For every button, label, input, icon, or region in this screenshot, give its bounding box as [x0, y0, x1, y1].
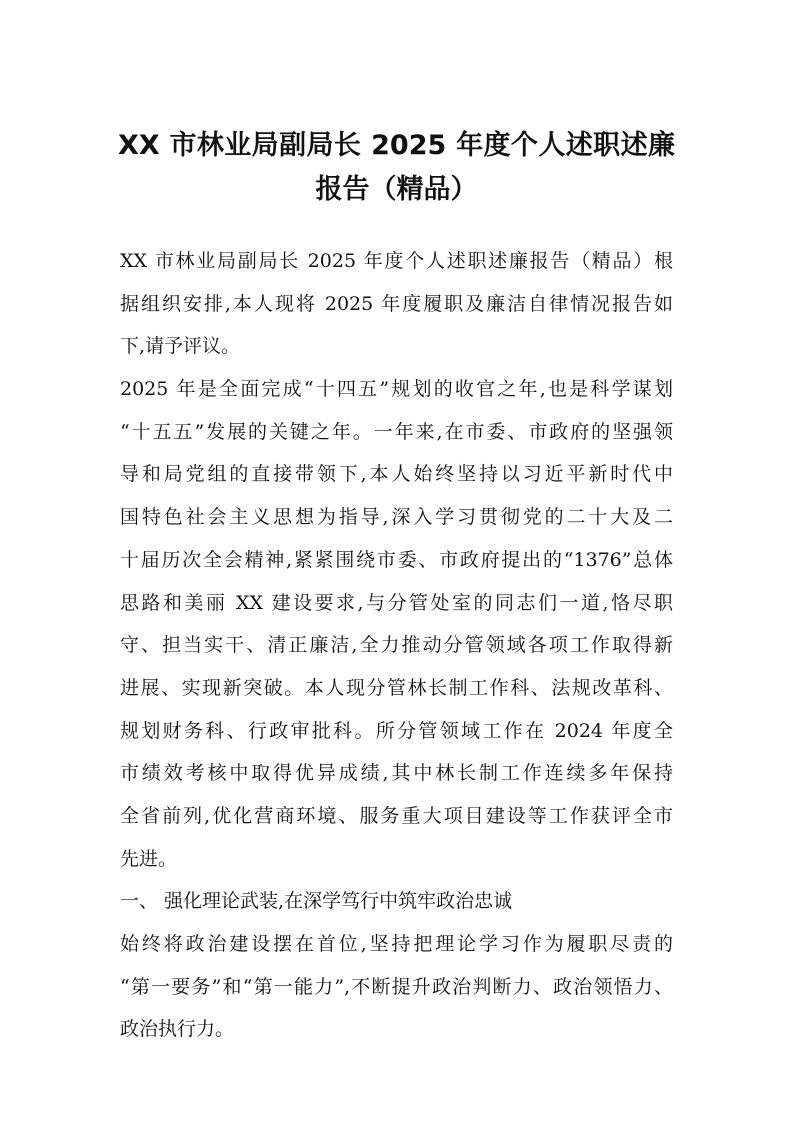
body-text-line: “十五五”发展的关键之年。一年来,在市委、市政府的坚强领 — [120, 420, 673, 443]
body-text-line: 十届历次全会精神,紧紧围绕市委、市政府提出的“1376”总体 — [120, 548, 673, 571]
document-body — [120, 240, 673, 1051]
body-text-line: 规划财务科、行政审批科。所分管领域工作在 2024 年度全 — [120, 719, 673, 742]
body-text-line: 下,请予评议。 — [120, 335, 241, 358]
body-text-line: 守、担当实干、清正廉洁,全力推动分管领域各项工作取得新 — [120, 634, 673, 657]
body-text-line: 市绩效考核中取得优异成绩,其中林长制工作连续多年保持 — [120, 762, 673, 785]
document-title-line-1: XX 市林业局副局长 2025 年度个人述职述廉 — [118, 130, 675, 161]
body-text-line: 始终将政治建设摆在首位,坚持把理论学习作为履职尽责的 — [120, 933, 673, 955]
body-text-line: 一、 强化理论武装,在深学笃行中筑牢政治忠诚 — [120, 890, 513, 913]
body-text-line: 先进。 — [120, 847, 178, 870]
body-text-line: 思路和美丽 XX 建设要求,与分管处室的同志们一道,恪尽职 — [120, 591, 673, 614]
body-text-line: XX 市林业局副局长 2025 年度个人述职述廉报告（精品）根 — [120, 250, 673, 272]
body-text-line: 国特色社会主义思想为指导,深入学习贯彻党的二十大及二 — [120, 506, 673, 529]
body-text-line: 据组织安排,本人现将 2025 年度履职及廉洁自律情况报告如 — [120, 292, 673, 315]
body-text-line: 政治执行力。 — [120, 1018, 235, 1041]
document-title-line-2: 报告（精品） — [315, 174, 478, 205]
body-text-line: 进展、实现新突破。本人现分管林长制工作科、法规改革科、 — [120, 676, 673, 699]
body-text-line: 全省前列,优化营商环境、服务重大项目建设等工作获评全市 — [120, 804, 673, 827]
body-text-line: “第一要务”和“第一能力”,不断提升政治判断力、政治领悟力、 — [120, 975, 673, 998]
body-text-line: 2025 年是全面完成“十四五”规划的收官之年,也是科学谋划 — [120, 378, 673, 401]
body-text-line: 导和局党组的直接带领下,本人始终坚持以习近平新时代中 — [120, 463, 673, 486]
